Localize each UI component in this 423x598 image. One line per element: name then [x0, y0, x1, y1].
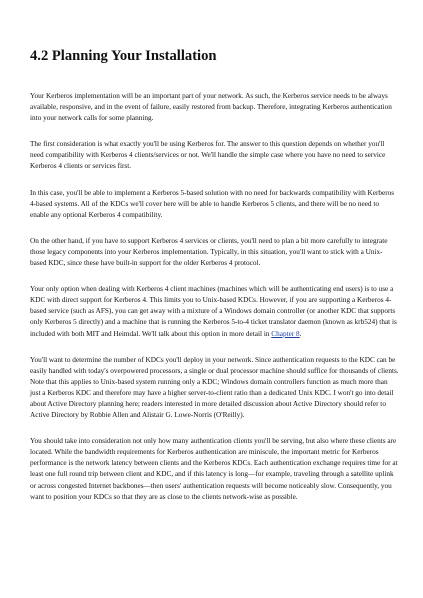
paragraph-first-consideration: The first consideration is what exactly you'll be using Kerberos for. The answer to this question depends on whether you'll need compatibility with Kerberos 4 clients/services or not. We'll handle the simple case where you have no need to service Kerberos 4 clients or services first. — [30, 140, 386, 171]
paragraph-text: Your only option when dealing with Kerberos 4 client machines (machines which will be authenticating end users) is to use a KDC with direct support for Kerberos 4. This limits you to Unix-based KDCs. However, if you are supporting a Kerberos 4-based service (such as AFS), you can get away with a mixture of a Windows domain controller (or another KDC that supports only Kerberos 5 directly) and a machine that is running the Kerberos 5-to-4 ticket translator daemon (known as krb524) that is included with both MIT and Heimdal. We'll talk about this option in more detail in — [30, 285, 397, 338]
paragraph-text-end: . — [299, 329, 302, 338]
section-title: 4.2 Planning Your Installation — [30, 48, 217, 64]
paragraph-kerberos4-clients — [30, 284, 399, 339]
paragraph-intro: Your Kerberos implementation will be an important part of your network. As such, the Kerberos service needs to be always available, responsive, and in the event of failure, easily restored from backup. Therefore, integrating Kerberos authentication into your network calls for some planning. — [30, 92, 392, 123]
paragraph-number-of-kdcs: You'll want to determine the number of KDCs you'll deploy in your network. Since authentication requests to the KDC can be easily handled with today's overpowered processors, a single or dual processor machine should suffice for thousands of clients. Note that this applies to Unix-based system running only a KDC; Windows domain controllers function as much more than just a Kerberos KDC and therefore may have a higher server-to-client ratio than a dedicated Unix KDC. I won't go into detail about Active Directory planning here; readers interested in more detailed discussion about Active Directory should refer to Active Directory by Robbie Allen and Alistair G. Lowe-Norris (O'Reilly). — [30, 355, 399, 420]
paragraph-kerberos5-only: In this case, you'll be able to implement a Kerberos 5-based solution with no need for backwards compatibility with Kerberos 4-based systems. All of the KDCs we'll cover here will be able to handle Kerberos 5 clients, and there will be no need to enable any optional Kerberos 4 compatibility. — [30, 188, 395, 219]
paragraph-kerberos4-support: On the other hand, if you have to support Kerberos 4 services or clients, you'll need to plan a bit more carefully to integrate those legacy components into your Kerberos implementation. Typically, in this situation, you'll want to stick with a Unix-based KDC, since these have built-in support for the older Kerberos 4 protocol. — [30, 236, 388, 268]
paragraph-client-location: You should take into consideration not only how many authentication clients you'll be serving, but also where these clients are located. While the bandwidth requirements for Kerberos authentication are miniscule, the important metric for Kerberos performance is the network latency between clients and the Kerberos KDCs. Each authentication exchange requires time for at least one full round trip between client and KDC, and if this latency is long—for example, traveling through a satellite uplink or across congested Internet backbones—then users' authentication requests will become noticeably slow. Consequently, you want to position your KDCs so that they are as close to the clients network-wise as possible. — [30, 437, 398, 501]
chapter-8-link[interactable]: Chapter 8 — [271, 329, 300, 338]
